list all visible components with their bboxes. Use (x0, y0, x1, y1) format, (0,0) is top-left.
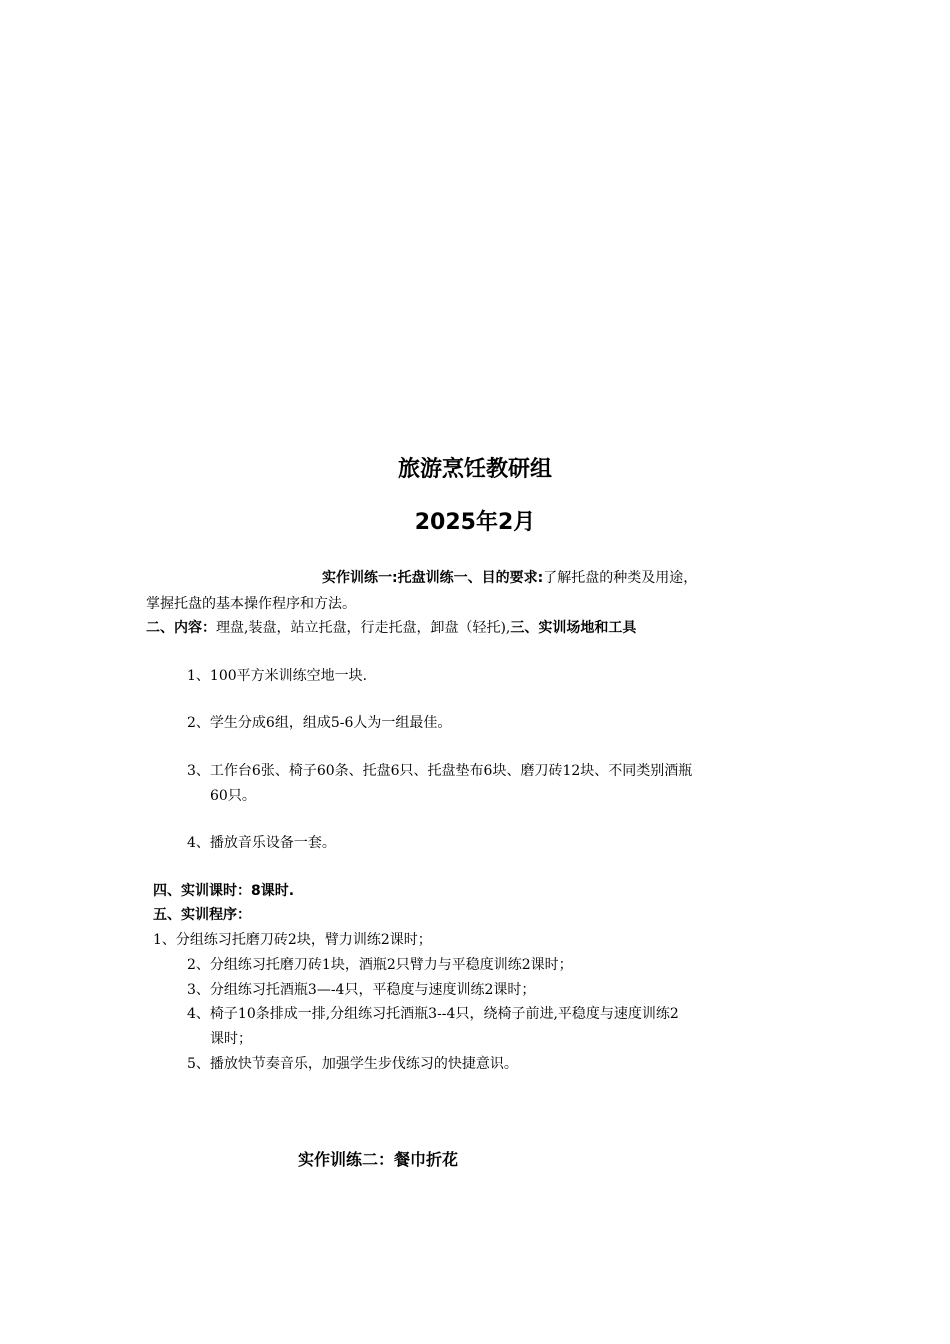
venue-item-4: 4、播放音乐设备一套。 (187, 835, 336, 851)
procedure-item-3: 3、分组练习托酒瓶3—-4只，平稳度与速度训练2课时； (187, 982, 536, 998)
training1-content-line (146, 618, 636, 638)
procedure-item-4: 4、椅子10条排成一排,分组练习托酒瓶3--4只，绕椅子前进,平稳度与速度训练2 (187, 1006, 679, 1022)
procedure-item-2: 2、分组练习托磨刀砖1块，酒瓶2只臂力与平稳度训练2课时； (187, 957, 573, 973)
venue-item-2: 2、学生分成6组，组成5-6人为一组最佳。 (187, 715, 452, 731)
venue-label: 三、实训场地和工具 (510, 620, 637, 636)
hours-label: 四、实训课时：8课时. (153, 883, 295, 899)
training1-heading-line (322, 568, 697, 588)
training1-purpose: 了解托盘的种类及用途， (543, 570, 698, 586)
procedure-label: 五、实训程序： (153, 907, 251, 923)
training2-heading: 实作训练二：餐巾折花 (298, 1150, 459, 1169)
org-title: 旅游烹饪教研组 (397, 457, 552, 482)
procedure-item-4-cont: 课时； (210, 1031, 252, 1047)
venue-item-3-cont: 60只。 (210, 788, 256, 804)
training1-purpose-cont: 掌握托盘的基本操作程序和方法。 (146, 596, 356, 612)
venue-item-1: 1、100平方米训练空地一块. (187, 668, 368, 684)
content-label: 二、内容： (146, 620, 216, 636)
procedure-item-1: 1、分组练习托磨刀砖2块，臂力训练2课时； (153, 932, 432, 948)
procedure-item-5: 5、播放快节奏音乐，加强学生步伐练习的快捷意识。 (187, 1056, 518, 1072)
date-title: 2025年2月 (414, 510, 536, 535)
training1-heading: 实作训练一:托盘训练一、目的要求: (322, 570, 544, 586)
venue-item-3: 3、工作台6张、椅子60条、托盘6只、托盘垫布6块、磨刀砖12块、不同类别酒瓶 (187, 763, 693, 779)
content-text: 理盘,装盘，站立托盘，行走托盘，卸盘（轻托), (216, 620, 511, 636)
